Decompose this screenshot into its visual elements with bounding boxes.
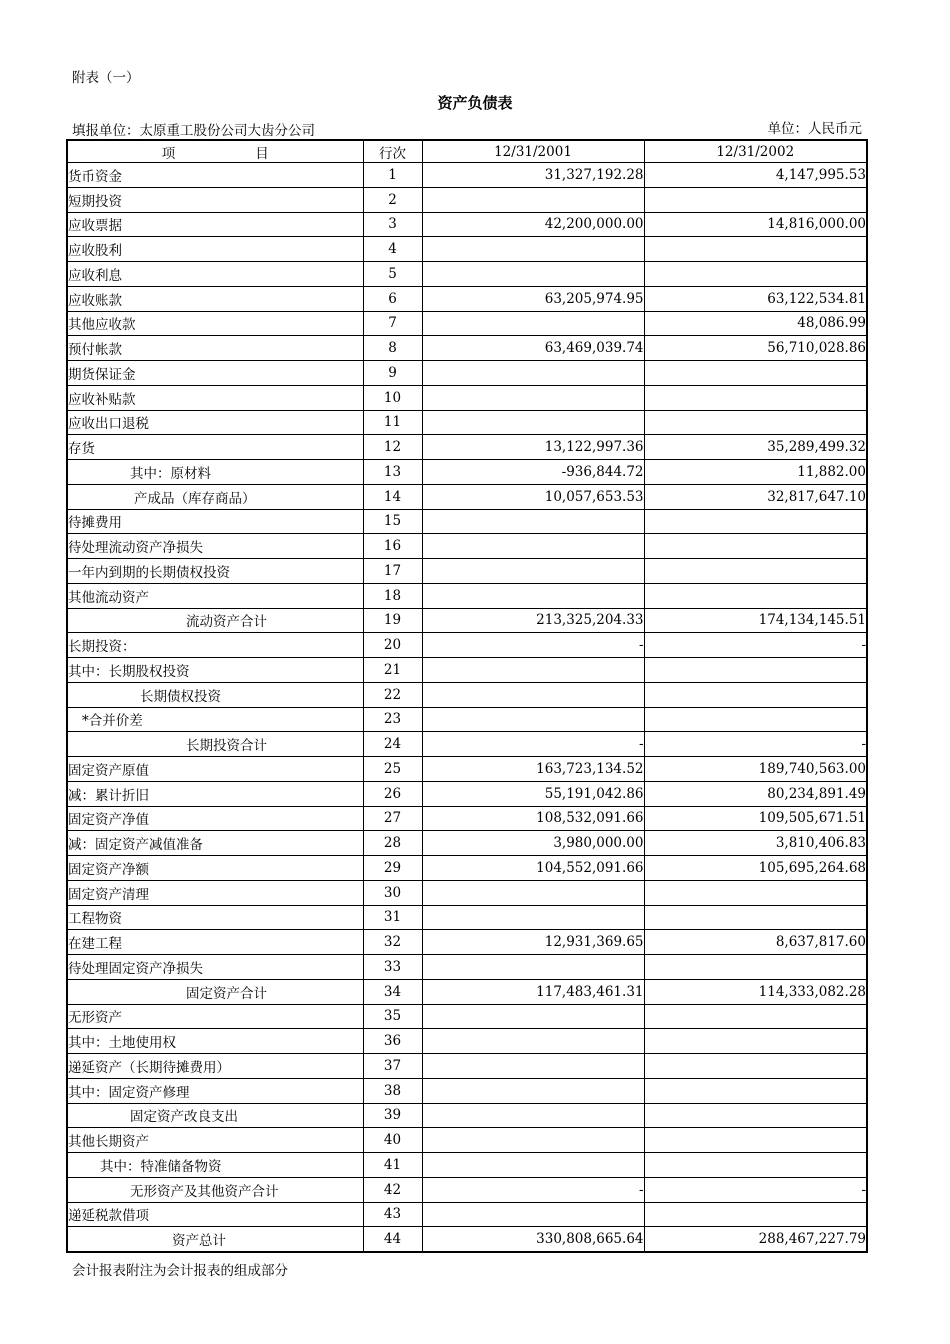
- row-value-2001: [422, 410, 644, 435]
- row-value-2001: [422, 1128, 644, 1153]
- header-item: [67, 140, 363, 163]
- row-line: 14: [363, 484, 422, 509]
- row-item: 待摊费用: [67, 509, 363, 534]
- row-value-2002: [644, 583, 867, 608]
- row-line: 30: [363, 880, 422, 905]
- row-value-2002: [644, 707, 867, 732]
- row-line: 31: [363, 905, 422, 930]
- row-value-2001: [422, 385, 644, 410]
- footer-note: 会计报表附注为会计报表的组成部分: [72, 1263, 288, 1279]
- row-value-2002: [644, 880, 867, 905]
- row-value-2002: 35,289,499.32: [644, 435, 867, 460]
- row-line: 20: [363, 633, 422, 658]
- row-value-2002: 11,882.00: [644, 460, 867, 485]
- table-row: [67, 237, 867, 262]
- row-line: 44: [363, 1227, 422, 1252]
- row-value-2001: 12,931,369.65: [422, 930, 644, 955]
- row-line: 10: [363, 385, 422, 410]
- row-value-2001: [422, 361, 644, 386]
- table-row: [67, 757, 867, 782]
- row-line: 28: [363, 831, 422, 856]
- row-line: 36: [363, 1029, 422, 1054]
- row-value-2001: [422, 682, 644, 707]
- row-value-2001: 63,205,974.95: [422, 286, 644, 311]
- row-item: 长期投资：: [67, 633, 363, 658]
- row-item: 固定资产原值: [67, 757, 363, 782]
- header-item-a: 项: [161, 145, 176, 162]
- row-line: 23: [363, 707, 422, 732]
- row-value-2001: [422, 534, 644, 559]
- row-item: 减：固定资产减值准备: [67, 831, 363, 856]
- row-value-2002: [644, 658, 867, 683]
- row-line: 32: [363, 930, 422, 955]
- row-value-2002: 189,740,563.00: [644, 757, 867, 782]
- row-value-2002: [644, 361, 867, 386]
- row-line: 29: [363, 856, 422, 881]
- row-line: 13: [363, 460, 422, 485]
- table-row: [67, 1029, 867, 1054]
- row-value-2002: 8,637,817.60: [644, 930, 867, 955]
- table-row: [67, 435, 867, 460]
- row-value-2002: 56,710,028.86: [644, 336, 867, 361]
- row-line: 21: [363, 658, 422, 683]
- row-value-2002: [644, 262, 867, 287]
- row-item: 固定资产清理: [67, 880, 363, 905]
- row-value-2001: [422, 237, 644, 262]
- row-value-2002: [644, 559, 867, 584]
- table-row: [67, 286, 867, 311]
- row-value-2002: 174,134,145.51: [644, 608, 867, 633]
- row-value-2001: 31,327,192.28: [422, 163, 644, 188]
- row-item: 其中：原材料: [67, 460, 363, 485]
- row-value-2001: 213,325,204.33: [422, 608, 644, 633]
- table-row: [67, 410, 867, 435]
- row-line: 43: [363, 1202, 422, 1227]
- row-item: 待处理流动资产净损失: [67, 534, 363, 559]
- table-row: [67, 385, 867, 410]
- row-line: 11: [363, 410, 422, 435]
- row-value-2001: [422, 1004, 644, 1029]
- row-item: 长期投资合计: [67, 732, 363, 757]
- row-value-2001: [422, 1103, 644, 1128]
- row-value-2001: 3,980,000.00: [422, 831, 644, 856]
- row-item: 其中：土地使用权: [67, 1029, 363, 1054]
- row-value-2002: 63,122,534.81: [644, 286, 867, 311]
- row-value-2002: [644, 905, 867, 930]
- row-line: 40: [363, 1128, 422, 1153]
- row-value-2002: [644, 385, 867, 410]
- row-value-2001: [422, 583, 644, 608]
- row-item: 递延税款借项: [67, 1202, 363, 1227]
- row-item: 固定资产净额: [67, 856, 363, 881]
- row-item: 无形资产: [67, 1004, 363, 1029]
- row-item: 一年内到期的长期债权投资: [67, 559, 363, 584]
- row-value-2002: -: [644, 1177, 867, 1202]
- row-value-2002: [644, 1128, 867, 1153]
- row-line: 1: [363, 163, 422, 188]
- table-row: [67, 905, 867, 930]
- row-value-2001: 117,483,461.31: [422, 979, 644, 1004]
- table-row: [67, 559, 867, 584]
- row-item: 应收股利: [67, 237, 363, 262]
- row-value-2002: -: [644, 633, 867, 658]
- row-value-2001: 10,057,653.53: [422, 484, 644, 509]
- row-value-2001: [422, 707, 644, 732]
- table-row: [67, 1128, 867, 1153]
- row-item: 无形资产及其他资产合计: [67, 1177, 363, 1202]
- row-value-2001: 55,191,042.86: [422, 781, 644, 806]
- row-value-2002: [644, 1078, 867, 1103]
- row-value-2001: [422, 509, 644, 534]
- table-row: [67, 682, 867, 707]
- row-line: 18: [363, 583, 422, 608]
- row-value-2002: 80,234,891.49: [644, 781, 867, 806]
- row-line: 25: [363, 757, 422, 782]
- row-item: 应收利息: [67, 262, 363, 287]
- row-item: 应收出口退税: [67, 410, 363, 435]
- table-row: [67, 732, 867, 757]
- row-value-2002: 48,086.99: [644, 311, 867, 336]
- header-2002: 12/31/2002: [644, 140, 867, 163]
- appendix-label: 附表（一）: [72, 70, 140, 86]
- row-item: 流动资产合计: [67, 608, 363, 633]
- table-row: [67, 707, 867, 732]
- table-row: [67, 262, 867, 287]
- row-item: 应收补贴款: [67, 385, 363, 410]
- table-row: [67, 1054, 867, 1079]
- row-item: 固定资产改良支出: [67, 1103, 363, 1128]
- row-value-2002: [644, 1029, 867, 1054]
- row-line: 12: [363, 435, 422, 460]
- row-line: 24: [363, 732, 422, 757]
- table-row: [67, 361, 867, 386]
- row-line: 5: [363, 262, 422, 287]
- row-item: 其中：固定资产修理: [67, 1078, 363, 1103]
- row-value-2001: -: [422, 732, 644, 757]
- row-value-2002: [644, 1153, 867, 1178]
- table-row: [67, 212, 867, 237]
- row-line: 19: [363, 608, 422, 633]
- reporting-unit: 填报单位：太原重工股份公司大齿分公司: [72, 123, 315, 139]
- row-line: 37: [363, 1054, 422, 1079]
- row-item: 工程物资: [67, 905, 363, 930]
- row-item: 资产总计: [67, 1227, 363, 1252]
- row-item: 短期投资: [67, 187, 363, 212]
- row-value-2001: -936,844.72: [422, 460, 644, 485]
- row-value-2002: [644, 237, 867, 262]
- table-row: [67, 1103, 867, 1128]
- table-row: [67, 781, 867, 806]
- row-line: 3: [363, 212, 422, 237]
- row-value-2001: -: [422, 633, 644, 658]
- row-line: 8: [363, 336, 422, 361]
- table-row: [67, 1227, 867, 1252]
- row-value-2001: [422, 1078, 644, 1103]
- row-value-2001: [422, 187, 644, 212]
- row-value-2001: [422, 880, 644, 905]
- table-row: [67, 509, 867, 534]
- balance-sheet-table: [66, 139, 868, 1253]
- row-value-2001: [422, 311, 644, 336]
- row-value-2002: [644, 1202, 867, 1227]
- row-line: 26: [363, 781, 422, 806]
- table-row: [67, 856, 867, 881]
- row-item: 应收账款: [67, 286, 363, 311]
- row-item: 其中：长期股权投资: [67, 658, 363, 683]
- row-value-2002: 14,816,000.00: [644, 212, 867, 237]
- row-value-2001: [422, 1202, 644, 1227]
- row-line: 15: [363, 509, 422, 534]
- row-value-2002: [644, 187, 867, 212]
- row-value-2001: 104,552,091.66: [422, 856, 644, 881]
- row-value-2002: [644, 1004, 867, 1029]
- header-line: 行次: [363, 140, 422, 163]
- table-row: [67, 930, 867, 955]
- row-line: 41: [363, 1153, 422, 1178]
- row-value-2002: 3,810,406.83: [644, 831, 867, 856]
- row-item: 递延资产（长期待摊费用）: [67, 1054, 363, 1079]
- row-value-2001: 163,723,134.52: [422, 757, 644, 782]
- row-item: 其中：特准储备物资: [67, 1153, 363, 1178]
- row-line: 4: [363, 237, 422, 262]
- table-row: [67, 831, 867, 856]
- row-item: 存货: [67, 435, 363, 460]
- row-value-2002: [644, 1103, 867, 1128]
- header-2001: 12/31/2001: [422, 140, 644, 163]
- row-value-2001: [422, 658, 644, 683]
- row-item: 货币资金: [67, 163, 363, 188]
- table-row: [67, 484, 867, 509]
- row-value-2002: 109,505,671.51: [644, 806, 867, 831]
- row-item: 其他长期资产: [67, 1128, 363, 1153]
- row-value-2002: -: [644, 732, 867, 757]
- row-line: 16: [363, 534, 422, 559]
- row-value-2001: 42,200,000.00: [422, 212, 644, 237]
- table-row: [67, 534, 867, 559]
- row-value-2002: 32,817,647.10: [644, 484, 867, 509]
- table-row: [67, 955, 867, 980]
- table-row: [67, 336, 867, 361]
- row-item: 产成品（库存商品）: [67, 484, 363, 509]
- table-row: [67, 1004, 867, 1029]
- row-value-2001: [422, 1153, 644, 1178]
- table-row: [67, 806, 867, 831]
- row-line: 33: [363, 955, 422, 980]
- table-row: [67, 583, 867, 608]
- row-line: 2: [363, 187, 422, 212]
- table-row: [67, 1153, 867, 1178]
- table-row: [67, 460, 867, 485]
- row-value-2002: 105,695,264.68: [644, 856, 867, 881]
- row-item: 待处理固定资产净损失: [67, 955, 363, 980]
- row-item: 固定资产合计: [67, 979, 363, 1004]
- table-row: [67, 311, 867, 336]
- table-row: [67, 608, 867, 633]
- row-item: 其他流动资产: [67, 583, 363, 608]
- row-value-2002: 288,467,227.79: [644, 1227, 867, 1252]
- row-line: 17: [363, 559, 422, 584]
- row-item: 固定资产净值: [67, 806, 363, 831]
- table-row: [67, 1177, 867, 1202]
- table-row: [67, 658, 867, 683]
- row-value-2002: 4,147,995.53: [644, 163, 867, 188]
- row-item: 在建工程: [67, 930, 363, 955]
- row-line: 7: [363, 311, 422, 336]
- row-line: 9: [363, 361, 422, 386]
- table-row: [67, 633, 867, 658]
- row-line: 34: [363, 979, 422, 1004]
- row-value-2001: [422, 955, 644, 980]
- row-value-2001: 63,469,039.74: [422, 336, 644, 361]
- row-line: 39: [363, 1103, 422, 1128]
- row-item: 减：累计折旧: [67, 781, 363, 806]
- row-value-2002: [644, 534, 867, 559]
- table-header-row: [67, 140, 867, 163]
- row-line: 35: [363, 1004, 422, 1029]
- row-value-2001: -: [422, 1177, 644, 1202]
- row-item: 其他应收款: [67, 311, 363, 336]
- row-item: *合并价差: [67, 707, 363, 732]
- row-value-2001: [422, 1054, 644, 1079]
- row-line: 42: [363, 1177, 422, 1202]
- row-value-2001: [422, 559, 644, 584]
- currency-unit: 单位：人民币元: [767, 121, 862, 137]
- table-row: [67, 1078, 867, 1103]
- table-row: [67, 880, 867, 905]
- table-row: [67, 979, 867, 1004]
- header-item-b: 目: [255, 145, 269, 162]
- table-row: [67, 163, 867, 188]
- row-line: 27: [363, 806, 422, 831]
- row-item: 预付帐款: [67, 336, 363, 361]
- row-value-2002: [644, 410, 867, 435]
- row-line: 22: [363, 682, 422, 707]
- row-value-2002: 114,333,082.28: [644, 979, 867, 1004]
- row-item: 应收票据: [67, 212, 363, 237]
- row-value-2001: [422, 262, 644, 287]
- table-row: [67, 187, 867, 212]
- row-item: 期货保证金: [67, 361, 363, 386]
- row-value-2002: [644, 682, 867, 707]
- page-title: 资产负债表: [437, 94, 513, 112]
- row-value-2001: 108,532,091.66: [422, 806, 644, 831]
- row-item: 长期债权投资: [67, 682, 363, 707]
- table-row: [67, 1202, 867, 1227]
- row-value-2001: 330,808,665.64: [422, 1227, 644, 1252]
- row-value-2001: 13,122,997.36: [422, 435, 644, 460]
- row-value-2002: [644, 1054, 867, 1079]
- row-value-2002: [644, 955, 867, 980]
- row-line: 6: [363, 286, 422, 311]
- row-line: 38: [363, 1078, 422, 1103]
- row-value-2001: [422, 905, 644, 930]
- row-value-2001: [422, 1029, 644, 1054]
- row-value-2002: [644, 509, 867, 534]
